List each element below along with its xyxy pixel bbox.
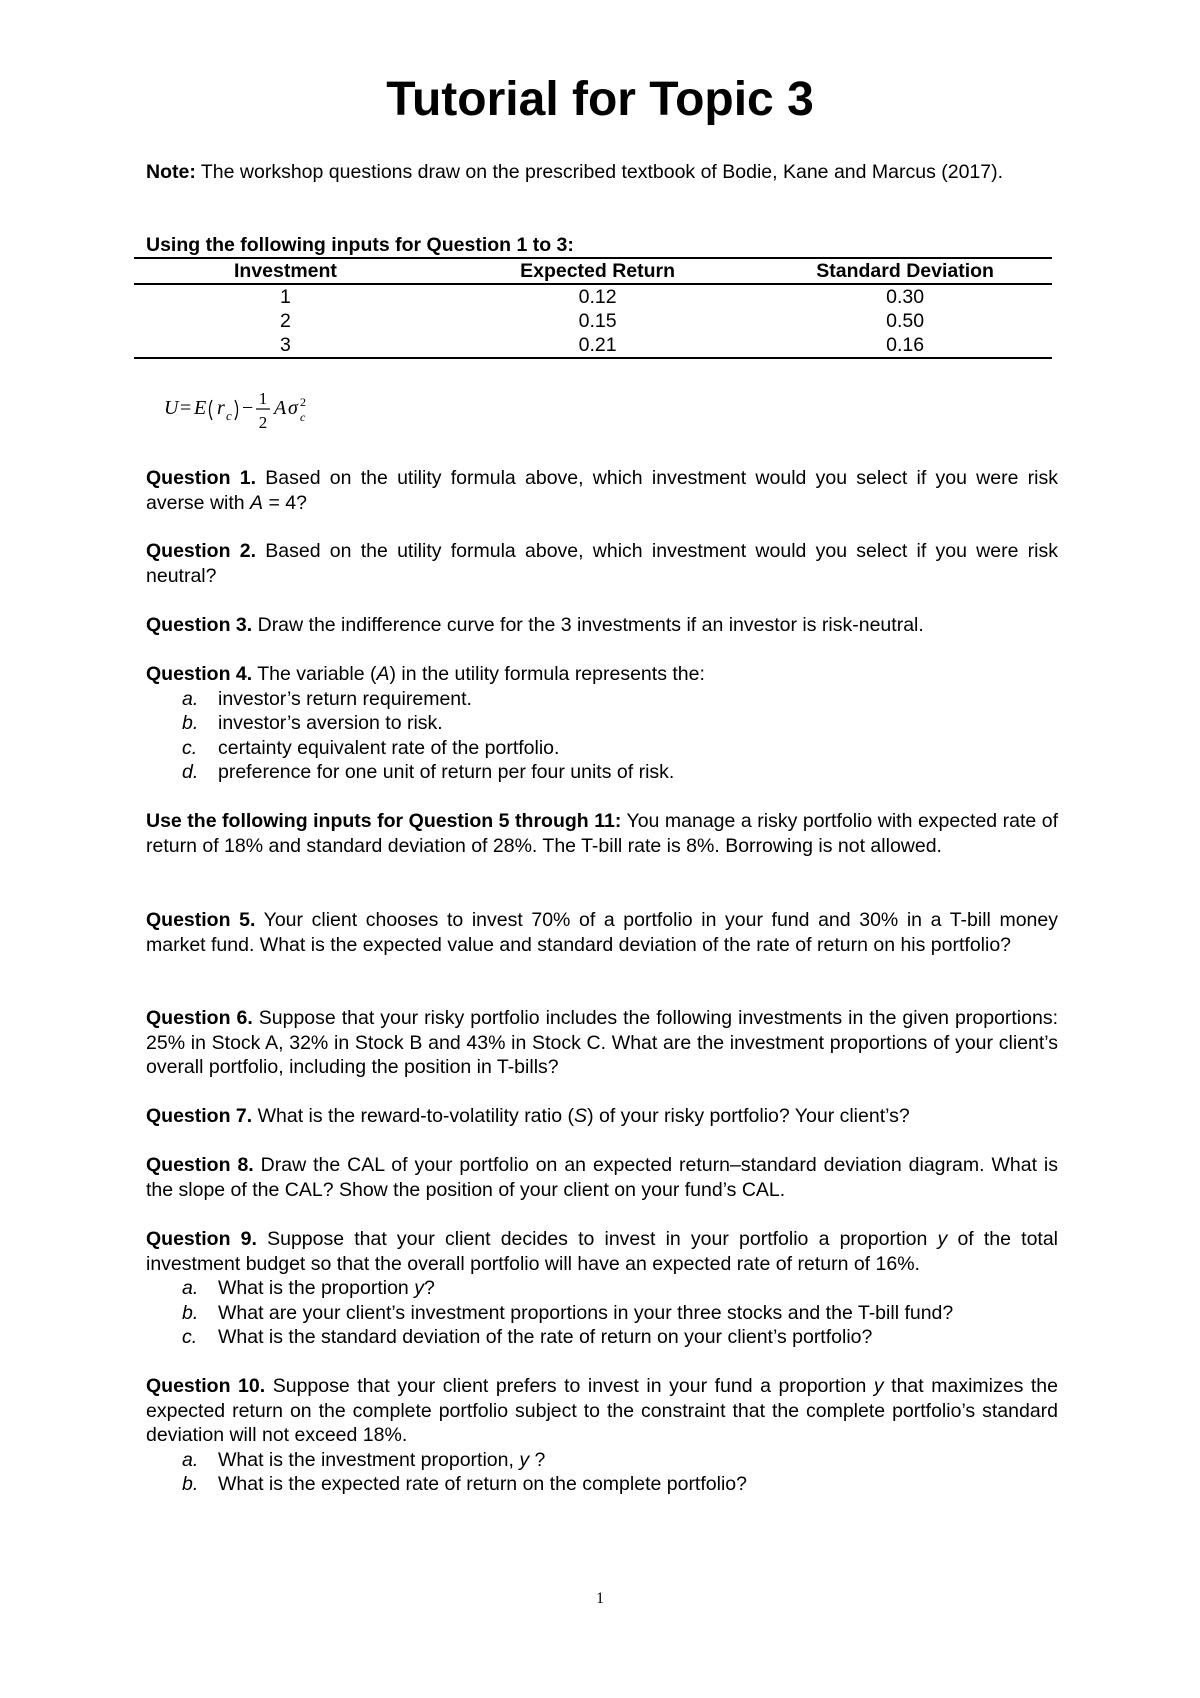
question-3: Question 3. Draw the indifference curve for the 3 investments if an investor is risk-neutral.	[146, 614, 924, 636]
formula-sigma: σ	[288, 397, 298, 419]
formula-r: r	[217, 397, 225, 419]
question-label: Question 8.	[146, 1154, 254, 1176]
list-item: c. certainty equivalent rate of the portfolio.	[182, 736, 560, 759]
question-10: Question 10. Suppose that your client prefers to invest in your fund a proportion y that maximizes the expected return on the complete portfolio subject to the constraint that the complete portfolio’s standard deviation will not exceed 18%. a. What is the investment proportion, y ? b. What is the expected rate of return on the complete portfolio?	[146, 1375, 1058, 1495]
list-item: d. preference for one unit of return per four units of risk.	[182, 761, 675, 783]
question-4: Question 4. The variable (A) in the utility formula represents the: a. investor’s return requirement. b. investor’s aversion to risk. c. certainty equivalent rate of the portfolio. d. preference for one unit of return per four units of risk.	[146, 662, 1058, 785]
cell-investment: 1	[280, 286, 291, 308]
formula-u: U	[164, 397, 179, 419]
inputs-label: Use the following inputs for Question 5 through 11:	[146, 810, 622, 832]
page-title: Tutorial for Topic 3	[386, 73, 814, 126]
list-item: a. What is the proportion y?	[182, 1277, 435, 1299]
answer-options	[146, 1276, 1058, 1350]
cell-investment: 3	[134, 333, 437, 358]
question-label: Question 7.	[146, 1105, 253, 1127]
question-1: Question 1. Based on the utility formula above, which investment would you select if you were risk averse with A = 4?	[146, 467, 1059, 514]
question-label: Question 10.	[146, 1375, 266, 1397]
formula-equals: =	[180, 397, 192, 419]
question-5: Question 5. Your client chooses to invest 70% of a portfolio in your fund and 30% in a T-bill money market fund. What is the expected value and standard deviation of the rate of return on his portfolio?	[146, 909, 1058, 956]
formula-right-paren	[235, 400, 238, 420]
list-item: c. What is the standard deviation of the rate of return on your client’s portfolio?	[182, 1326, 873, 1348]
question-label: Question 3.	[146, 614, 253, 636]
inputs-heading: Using the following inputs for Question 1 to 3:	[146, 234, 574, 256]
header-investment: Investment	[134, 258, 437, 284]
question-label: Question 5.	[146, 909, 256, 931]
question-8: Question 8. Draw the CAL of your portfolio on an expected return–standard deviation diagram. What is the slope of the CAL? Show the position of your client on your fund’s CAL.	[146, 1154, 1059, 1201]
list-item: b. What is the expected rate of return on the complete portfolio?	[182, 1473, 747, 1495]
question-label: Question 4.	[146, 663, 253, 685]
header-expected-return: Expected Return	[437, 258, 758, 284]
header-standard-deviation: Standard Deviation	[758, 258, 1052, 284]
cell-standard-deviation: 0.16	[758, 333, 1052, 358]
list-item: b. investor’s aversion to risk.	[182, 712, 443, 734]
question-9: Question 9. Suppose that your client decides to invest in your portfolio a proportion y of the total investment budget so that the overall portfolio will have an expected rate of return of 16%. a. What is the proportion y? b. What are your client’s investment proportions in your three stocks and the T-bill fund? c. What is the standard deviation of the rate of return on your client’s portfolio?	[146, 1228, 1059, 1348]
note-text: The workshop questions draw on the prescribed textbook of Bodie, Kane and Marcus (2017).	[195, 161, 1004, 183]
page-number: 1	[596, 1590, 604, 1607]
table-header-row	[134, 258, 1052, 284]
utility-formula	[162, 384, 382, 444]
formula-numerator: 1	[258, 389, 268, 408]
list-item: b. What are your client’s investment proportions in your three stocks and the T-bill fund?	[182, 1301, 954, 1324]
question-label: Question 6.	[146, 1007, 253, 1029]
answer-options	[146, 1448, 1058, 1497]
question-label: Question 9.	[146, 1228, 257, 1250]
answer-options	[146, 687, 1058, 785]
table-row	[134, 333, 1052, 358]
cell-standard-deviation: 0.30	[886, 286, 925, 308]
question-7: Question 7. What is the reward-to-volatility ratio (S) of your risky portfolio? Your client’s?	[146, 1105, 910, 1127]
table-row	[134, 284, 1052, 309]
question-label: Question 2.	[146, 540, 257, 562]
formula-e: E	[194, 397, 207, 419]
note-paragraph	[146, 160, 1058, 185]
list-item: a. What is the investment proportion, y ?	[182, 1448, 546, 1471]
inputs-table	[134, 257, 1052, 359]
cell-expected-return: 0.12	[578, 286, 617, 308]
cell-expected-return: 0.21	[437, 333, 758, 358]
formula-superscript: 2	[300, 395, 306, 409]
formula-left-paren	[210, 400, 213, 420]
question-label: Question 1.	[146, 467, 257, 489]
formula-sigma-sub-c: c	[300, 410, 306, 424]
question-6: Question 6. Suppose that your risky portfolio includes the following investments in the given proportions: 25% in Stock A, 32% in Stock B and 43% in Stock C. What are the investment proportions of your client’s overall portfolio, including the position in T-bills?	[146, 1007, 1058, 1078]
formula-a: A	[274, 397, 287, 419]
inputs-5-11-paragraph: Use the following inputs for Question 5 through 11: You manage a risky portfolio with expected rate of return of 18% and standard deviation of 28%. The T-bill rate is 8%. Borrowing is not allowed.	[146, 810, 1058, 857]
cell-expected-return: 0.15	[578, 310, 617, 332]
list-item: a. investor’s return requirement.	[182, 687, 472, 710]
formula-minus: −	[242, 397, 254, 419]
question-2: Question 2. Based on the utility formula above, which investment would you select if you were risk neutral?	[146, 540, 1059, 587]
formula-denominator: 2	[258, 413, 268, 432]
note-label: Note:	[146, 161, 196, 183]
formula-sub-c: c	[226, 408, 232, 423]
table-row	[134, 309, 1052, 333]
cell-investment: 2	[280, 310, 291, 332]
cell-standard-deviation: 0.50	[886, 310, 925, 332]
